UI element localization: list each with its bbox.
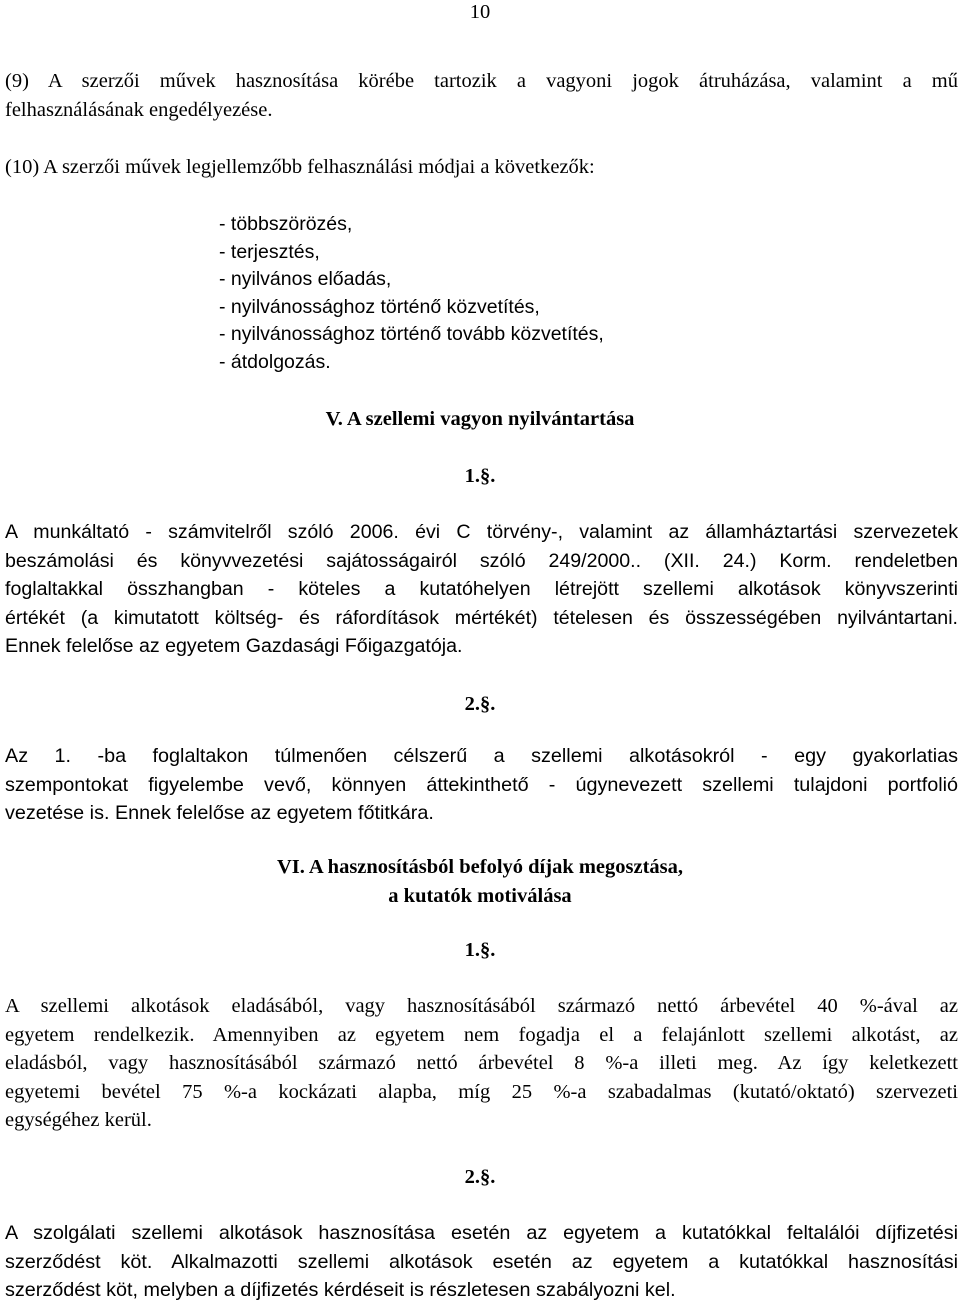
list-item: - többszörözés, [219, 213, 353, 235]
paragraph-line: szerződést köt, melyben a díjfizetés kérdéseit is részletesen szabályozni kel. [5, 1279, 676, 1302]
paragraph-line: eladásból, vagy hasznosításából származó nettó árbevétel 8 %-a illeti meg. Az így keletkezett [5, 1052, 958, 1075]
list-item: - nyilvánossághoz történő tovább közvetítés, [219, 323, 604, 346]
paragraph-line: A munkáltató - számvitelről szóló 2006. évi C törvény-, valamint az államháztartási szervezetek [5, 521, 958, 543]
paragraph-line: vezetése is. Ennek felelőse az egyetem főtitkára. [5, 802, 434, 825]
paragraph-line: Ennek felelőse az egyetem Gazdasági Főigazgatója. [5, 635, 463, 658]
paragraph-line: szerződést köt. Alkalmazotti szellemi alkotások esetén az egyetem a kutatókkal hasznosítási [5, 1250, 958, 1273]
paragraph-vi-1 [5, 992, 958, 1135]
list-item: - átdolgozás. [219, 350, 331, 373]
section-number: 2.§. [464, 1166, 496, 1188]
paragraph-10-intro [5, 153, 958, 182]
section-heading-vi [0, 853, 960, 910]
section-heading-v: V. A szellemi vagyon nyilvántartása [325, 408, 635, 430]
paragraph-line: felhasználásának engedélyezése. [5, 98, 273, 121]
paragraph-line: egységéhez kerül. [5, 1109, 152, 1132]
heading-line: VI. A hasznosításból befolyó díjak megosztása, [276, 856, 684, 878]
paragraph-line: (9) A szerzői művek hasznosítása körébe tartozik a vagyoni jogok átruházása, valamint a mű [5, 70, 958, 92]
paragraph-v-1 [5, 518, 958, 661]
paragraph-line: foglaltakkal összhangban - köteles a kutatóhelyen létrejött szellemi alkotások könyvszerinti [5, 578, 958, 601]
section-number: 1.§. [464, 939, 496, 961]
paragraph-line: beszámolási és könyvvezetési sajátosságairól szóló 249/2000.. (XII. 24.) Korm. rendeletben [5, 549, 958, 572]
section-number: 2.§. [464, 693, 496, 715]
list-item: - nyilvános előadás, [219, 268, 392, 291]
paragraph-9 [5, 67, 958, 124]
paragraph-line: szempontokat figyelembe vevő, könnyen áttekinthető - úgynevezett szellemi tulajdoni portfolió [5, 773, 958, 796]
usage-modes-list [219, 211, 604, 377]
section-number: 1.§. [464, 465, 496, 487]
list-item: - nyilvánossághoz történő közvetítés, [219, 295, 540, 318]
paragraph-v-2 [5, 742, 958, 828]
paragraph-line: Az 1. -ba foglaltakon túlmenően célszerű a szellemi alkotásokról - egy gyakorlatias [5, 745, 958, 767]
list-item: - terjesztés, [219, 240, 320, 263]
paragraph-vi-2 [5, 1219, 958, 1305]
paragraph-line: egyetem rendelkezik. Amennyiben az egyetem nem fogadja el a felajánlott szellemi alkotást, az [5, 1023, 958, 1046]
paragraph-line: A szolgálati szellemi alkotások hasznosítása esetén az egyetem a kutatókkal feltalálói díjfizetési [5, 1222, 958, 1244]
page-number: 10 [469, 1, 491, 23]
paragraph-line: egyetemi bevétel 75 %-a kockázati alapba, míg 25 %-a szabadalmas (kutató/oktató) szervezeti [5, 1080, 958, 1103]
paragraph-line: (10) A szerzői művek legjellemzőbb felhasználási módjai a következők: [5, 156, 595, 178]
paragraph-line: értékét (a kimutatott költség- és ráfordítások mértékét) tételesen és összességében nyilvántartani. [5, 606, 958, 629]
heading-line: a kutatók motiválása [388, 884, 572, 907]
paragraph-line: A szellemi alkotások eladásából, vagy hasznosításából származó nettó árbevétel 40 %-ával az [5, 995, 958, 1017]
